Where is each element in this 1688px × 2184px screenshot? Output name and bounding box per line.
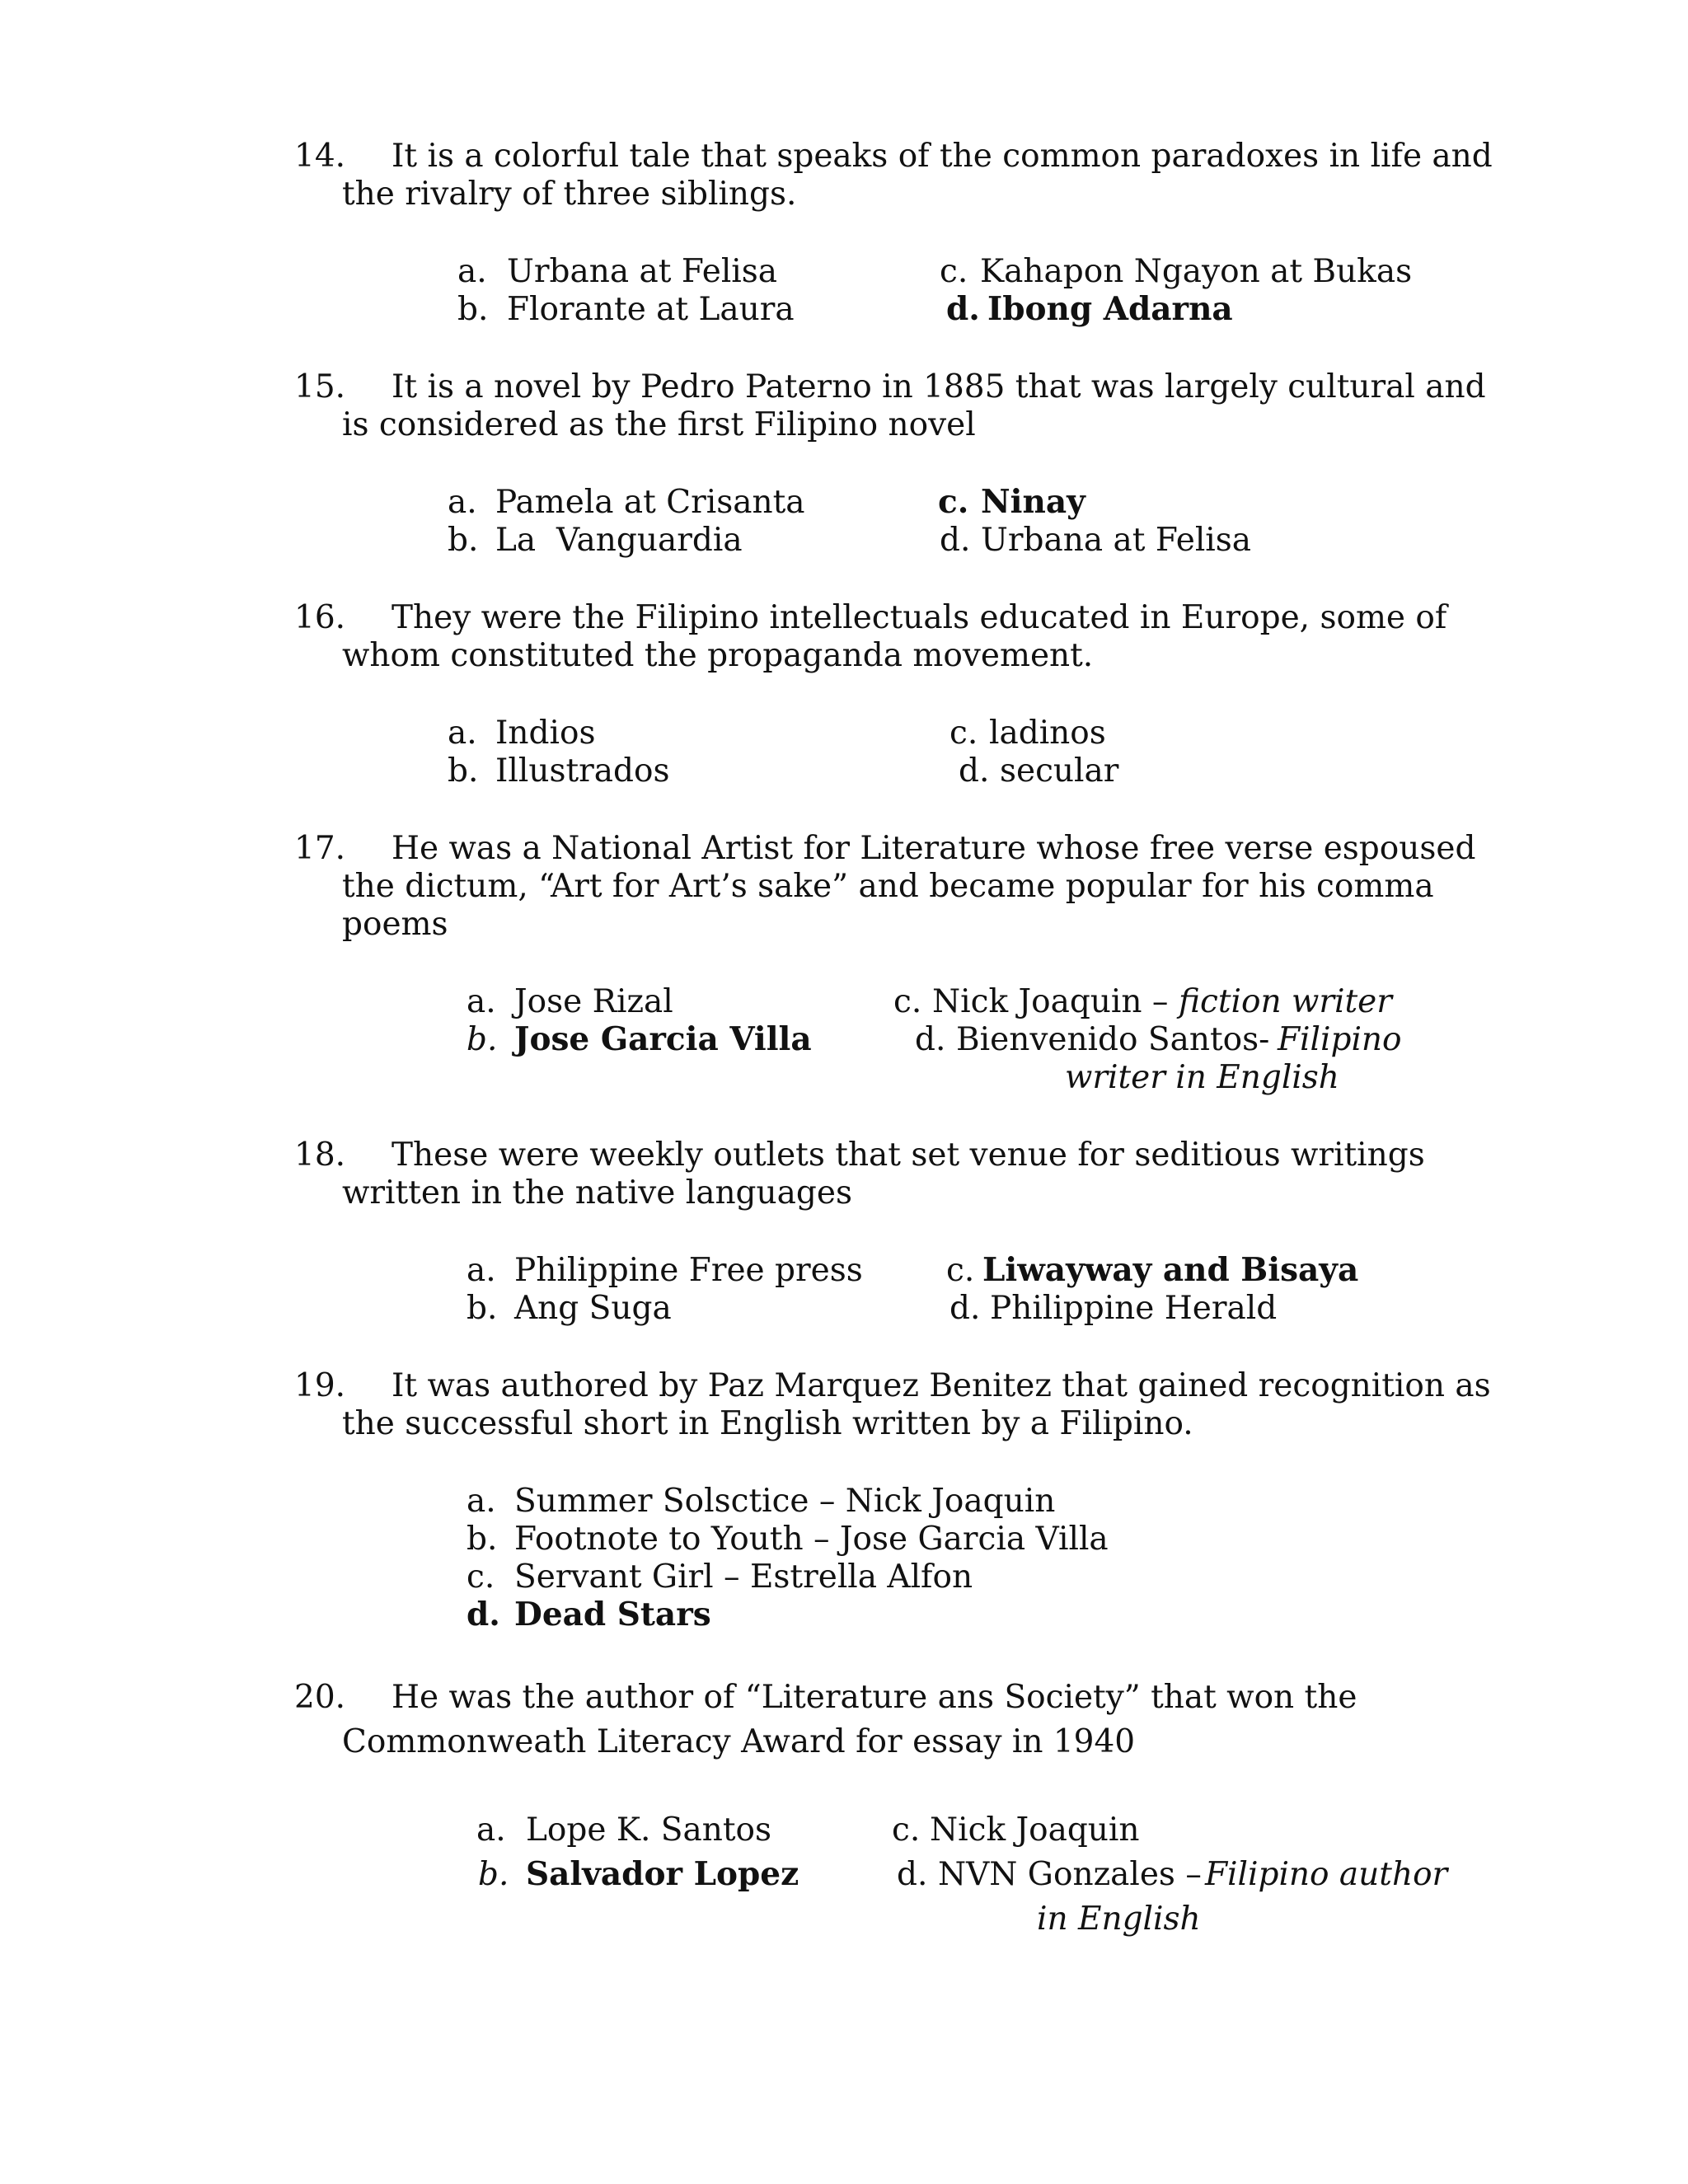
choice-label: a.: [467, 983, 496, 1020]
correct-answer: Jose Garcia Villa: [514, 1020, 812, 1058]
correct-answer: Dead Stars: [514, 1596, 711, 1633]
question-number: 16.: [294, 599, 346, 636]
choice-label: d.: [950, 1290, 981, 1327]
choice-text: Bienvenido Santos-: [956, 1021, 1270, 1058]
question-number: 20.: [294, 1679, 346, 1716]
choice-label: d.: [467, 1596, 500, 1633]
choice-note: in English: [1037, 1900, 1201, 1938]
choice-label: c.: [938, 483, 969, 521]
choice-label: b.: [457, 291, 489, 328]
choice-label: d.: [940, 522, 971, 559]
choice-text: Summer Solsctice – Nick Joaquin: [514, 1483, 1056, 1520]
choice-label: d.: [915, 1021, 946, 1058]
choice-label: a.: [448, 484, 477, 521]
question-number: 14.: [294, 138, 346, 175]
question-stem-line: He was a National Artist for Literature whose free verse espoused: [392, 830, 1476, 867]
choice-label: a.: [457, 253, 487, 290]
choice-text: Lope K. Santos: [526, 1811, 772, 1849]
correct-answer: Ninay: [981, 483, 1085, 521]
choice-label: a.: [467, 1483, 496, 1520]
question-stem-line: He was the author of “Literature ans Society” that won the: [392, 1679, 1357, 1716]
choice-label: c.: [467, 1558, 495, 1596]
choice-text: Pamela at Crisanta: [495, 484, 805, 521]
choice-label: a.: [467, 1252, 496, 1289]
choice-text: NVN Gonzales –: [938, 1856, 1202, 1893]
choice-label: c.: [892, 1811, 921, 1849]
choice-label: c.: [946, 1252, 975, 1289]
choice-label: d.: [897, 1856, 928, 1893]
choice-text: Philippine Herald: [990, 1290, 1278, 1327]
choice-label: b.: [448, 522, 479, 559]
choice-text: Illustrados: [495, 752, 670, 790]
choice-text: Florante at Laura: [507, 291, 795, 328]
question-number: 15.: [294, 368, 346, 405]
choice-note: fiction writer: [1179, 983, 1392, 1020]
question-stem-line: It is a novel by Pedro Paterno in 1885 that was largely cultural and: [392, 368, 1486, 405]
choice-text: Nick Joaquin –: [932, 983, 1169, 1020]
question-stem-line: whom constituted the propaganda movement.: [342, 637, 1094, 674]
question-stem-line: Commonweath Literacy Award for essay in 1940: [342, 1723, 1136, 1760]
choice-label: b.: [467, 1290, 498, 1327]
choice-label: d.: [959, 752, 990, 790]
question-stem-line: the successful short in English written by a Filipino.: [342, 1405, 1193, 1442]
choice-text: Indios: [495, 715, 596, 752]
choice-label: d.: [946, 290, 980, 328]
choice-text: secular: [1000, 752, 1119, 790]
correct-answer: Salvador Lopez: [526, 1855, 799, 1893]
choice-label: c.: [893, 983, 922, 1020]
choice-text: Urbana at Felisa: [507, 253, 778, 290]
question-stem-line: written in the native languages: [342, 1174, 852, 1212]
choice-note: Filipino author: [1205, 1856, 1448, 1893]
choice-label: b.: [478, 1856, 509, 1893]
correct-answer: Liwayway and Bisaya: [982, 1251, 1359, 1289]
question-stem-line: the rivalry of three siblings.: [342, 176, 797, 213]
question-number: 17.: [294, 830, 346, 867]
choice-label: a.: [448, 715, 477, 752]
choice-text: Servant Girl – Estrella Alfon: [514, 1558, 973, 1596]
question-number: 18.: [294, 1137, 346, 1174]
choice-note: writer in English: [1065, 1059, 1339, 1096]
choice-label: b.: [448, 752, 479, 790]
choice-label: c.: [940, 253, 968, 290]
choice-text: Kahapon Ngayon at Bukas: [980, 253, 1413, 290]
choice-label: a.: [476, 1811, 506, 1849]
choice-label: b.: [467, 1521, 498, 1558]
choice-note: Filipino: [1278, 1021, 1402, 1058]
choice-text: Ang Suga: [514, 1290, 672, 1327]
choice-text: Jose Rizal: [514, 983, 673, 1020]
question-stem-line: the dictum, “Art for Art’s sake” and became popular for his comma: [342, 868, 1434, 905]
question-stem-line: poems: [342, 906, 448, 943]
question-number: 19.: [294, 1367, 346, 1404]
choice-text: Urbana at Felisa: [981, 522, 1252, 559]
choice-text: Nick Joaquin: [930, 1811, 1140, 1849]
question-stem-line: It was authored by Paz Marquez Benitez that gained recognition as: [392, 1367, 1491, 1404]
question-stem-line: It is a colorful tale that speaks of the common paradoxes in life and: [392, 138, 1493, 175]
choice-text: ladinos: [989, 715, 1106, 752]
question-stem-line: These were weekly outlets that set venue for seditious writings: [392, 1137, 1425, 1174]
question-stem-line: is considered as the first Filipino novel: [342, 406, 976, 443]
question-stem-line: They were the Filipino intellectuals educated in Europe, some of: [392, 599, 1447, 636]
choice-text: Philippine Free press: [514, 1252, 863, 1289]
choice-text: Footnote to Youth – Jose Garcia Villa: [514, 1521, 1109, 1558]
choice-text: La Vanguardia: [495, 522, 743, 559]
correct-answer: Ibong Adarna: [987, 290, 1233, 328]
choice-label: b.: [467, 1021, 498, 1058]
choice-label: c.: [950, 715, 978, 752]
